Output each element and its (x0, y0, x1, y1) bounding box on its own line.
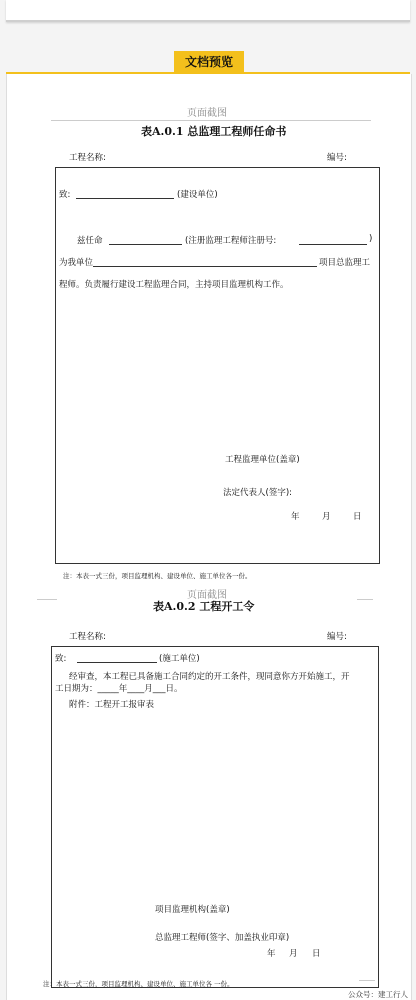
supervision-unit-seal: 工程监理单位(盖章) (225, 455, 300, 465)
unit-suffix: 项目总监理工 (319, 258, 371, 268)
number-label: 编号: (327, 153, 347, 163)
to-prefix: 致: (59, 190, 71, 200)
form-note: 注：本表一式三份，项目监理机构、建设单位、施工单位各 一份。 (43, 980, 234, 988)
page-caption: 页面截图 (187, 108, 227, 119)
supervision-org-seal: 项目监理机构(盖章) (155, 905, 230, 915)
unit-prefix: 为我单位 (59, 258, 94, 268)
start-date-line: 工日期为：_____年____月___日。 (55, 684, 183, 694)
client-blank[interactable] (76, 198, 174, 199)
document-preview-badge: 文档预览 (174, 51, 244, 73)
date-day: 日 (312, 949, 321, 959)
document-sheet[interactable] (6, 74, 412, 1000)
page-caption: 页面截图 (187, 590, 227, 601)
legal-representative-signature: 法定代表人(签字): (223, 488, 292, 498)
form-note: 注：本表一式三份，项目监理机构、建设单位、施工单位各一份。 (63, 572, 252, 580)
duty-text: 程师。负责履行建设工程监理合同，主持项目监理机构工作。 (59, 280, 289, 290)
number-label: 编号: (327, 632, 347, 642)
wechat-account-footer: 公众号：建工行人 (348, 990, 408, 999)
appoint-close: ) (369, 234, 373, 244)
date-year: 年 (267, 949, 276, 959)
date-day: 日 (353, 512, 362, 522)
form-title: 表A.0.2 工程开工令 (153, 600, 255, 613)
page-divider-right (357, 599, 373, 600)
page-divider (51, 120, 371, 121)
date-month: 月 (289, 949, 298, 959)
page-divider-left (37, 599, 57, 600)
appointee-blank[interactable] (109, 244, 182, 245)
date-year: 年 (291, 512, 300, 522)
appoint-middle: (注册监理工程师注册号: (185, 236, 277, 246)
chief-engineer-signature: 总监理工程师(签字、加盖执业印章) (155, 933, 290, 943)
top-card (6, 0, 410, 22)
project-name-label: 工程名称: (69, 632, 106, 642)
appoint-prefix: 兹任命 (77, 236, 103, 246)
page-divider-right (359, 980, 375, 981)
to-prefix: 致: (55, 654, 67, 664)
form-box (55, 167, 380, 564)
date-month: 月 (322, 512, 331, 522)
to-suffix: (施工单位) (159, 654, 200, 664)
contractor-blank[interactable] (77, 662, 157, 663)
attachment-line: 附件：工程开工报审表 (69, 700, 155, 710)
form-title: 表A.0.1 总监理工程师任命书 (141, 125, 287, 138)
registration-number-blank[interactable] (299, 244, 367, 245)
project-blank[interactable] (93, 266, 317, 267)
to-suffix: (建设单位) (177, 190, 218, 200)
approval-text: 经审查，本工程已具备施工合同约定的开工条件，现同意你方开始施工，开 (69, 672, 350, 682)
project-name-label: 工程名称: (69, 153, 106, 163)
